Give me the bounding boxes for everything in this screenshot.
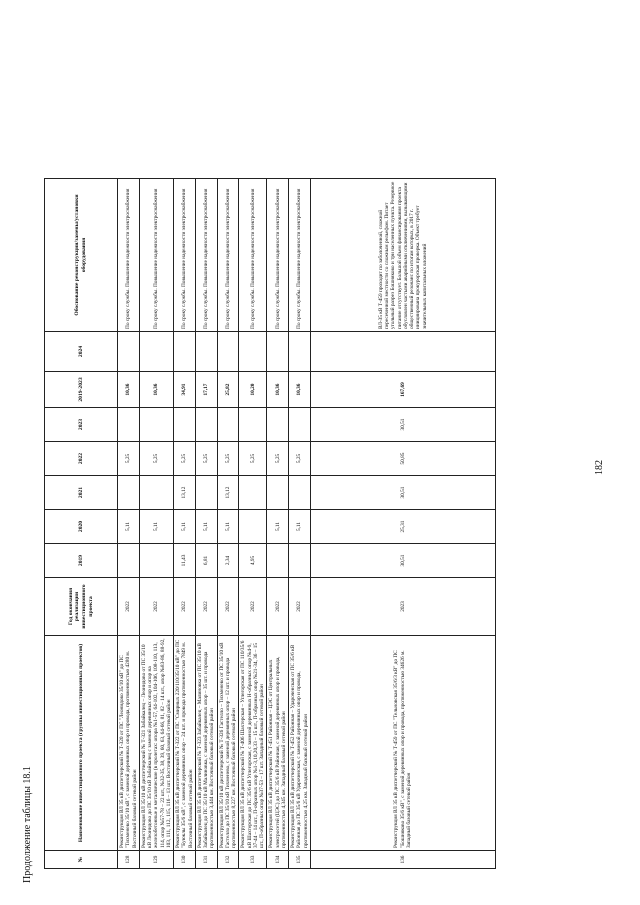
cell-2020 — [239, 510, 267, 544]
cell-2019 — [267, 544, 289, 578]
header-2024: 2024 — [45, 332, 118, 372]
cell-2021: 13,12 — [174, 476, 196, 510]
cell-2020: 5,11 — [174, 510, 196, 544]
cell-name: Реконструкция ВЛ 35/10 кВ диспетчерский № Т-321 Забайкалец – Леонидово от ПС 35/10 кВ Леонидово до ПС 35/10 кВ Забайкалец с заменой деревянных опор и опор на железобетонные и металлические (в пролетах: опора №1-57, 64-102, 104-106, 108-110, 113, 114, опор №57-78 – 22 шт., №32-35, 38, 39, 60, 63, 64-66, 81, 82 – 14 шт., опор №83-86, 88-92, 103, 111, 112, 115, 116 – 13 шт. Восточный базовый сетевой район — [139, 636, 173, 851]
table-caption: Продолжение таблицы 18.1 — [22, 766, 33, 883]
table-row — [118, 179, 140, 869]
header-year-impl: Год окончания реализации инвестиционного проекта — [45, 578, 118, 636]
cell-num: 135 — [289, 851, 311, 869]
cell-num: 128 — [118, 851, 140, 869]
cell-justification: По сроку службы. Повышение надежности электроснабжения — [267, 179, 289, 332]
cell-2021 — [239, 476, 267, 510]
cell-name: Реконструкция ВЛ 35 кВ диспетчерский № Т-459 от ПС "Тельновская 35/6/3 кВ" до ПС "Бошняково 35/6 кВ", с заменой деревянных опор и провода, протяженностью 34626 м. Западный базовый сетевой район — [310, 636, 495, 851]
cell-2023 — [139, 408, 173, 442]
cell-total: 17,17 — [195, 372, 217, 408]
cell-name: Реконструкция ВЛ 35 кВ диспетчерский № Т-323 Забайкалец – Малиновка от ПС 35/10 кВ Забайкалец до ПС 35/10 кВ Малиновка, с заменой деревянных опор – 35 шт. и провода протяженностью 3,444 км. Восточный базовый сетевой район — [195, 636, 217, 851]
cell-num: 136 — [310, 851, 495, 869]
cell-2019 — [289, 544, 311, 578]
cell-2024 — [217, 332, 239, 372]
cell-2024 — [139, 332, 173, 372]
cell-2023 — [239, 408, 267, 442]
cell-2023 — [174, 408, 196, 442]
cell-2022: 5,25 — [289, 442, 311, 476]
cell-2020: 5,11 — [289, 510, 311, 544]
cell-2024 — [310, 332, 495, 372]
cell-2019: 30,51 — [310, 544, 495, 578]
cell-2019: 11,43 — [174, 544, 196, 578]
cell-2023 — [267, 408, 289, 442]
table-row — [267, 179, 289, 869]
cell-2019: 6,81 — [195, 544, 217, 578]
table-row — [195, 179, 217, 869]
cell-2022: 5,25 — [118, 442, 140, 476]
cell-2024 — [239, 332, 267, 372]
cell-name: Реконструкция ВЛ 35 кВ диспетчерский № Т-406 Шахтерская – Углегорская от ПС 110/35/6 кВ Шахтерская до ПС 35/6 кВ Углегорская, с заменой деревянных Н-образных опор №4-9, 37-44 – 14 шт., П-образных опор №1-3,10,20,33 – 15 шт., П-образных опор №21-34, 36 – 15 шт., П-образных опор №37-53 – 17 шт. Западный базовый сетевой район — [239, 636, 267, 851]
cell-name: Реконструкция ВЛ 35/10 кВ диспетчерский № Т-326 Гастелло – Тихменево от ПС 35/10 кВ Гастелло до ПС 35/10 кВ Тихменево, с заменой деревянных опор – 12 шт. и провода протяженностью 8,227 км. Восточный базовый сетевой район — [217, 636, 239, 851]
cell-2023 — [118, 408, 140, 442]
cell-2020: 5,11 — [267, 510, 289, 544]
cell-year: 2023 — [310, 578, 495, 636]
cell-2024 — [118, 332, 140, 372]
page-number: 182 — [594, 460, 605, 475]
cell-2024 — [267, 332, 289, 372]
cell-2023 — [195, 408, 217, 442]
cell-2023 — [217, 408, 239, 442]
cell-total: 10,20 — [239, 372, 267, 408]
cell-num: 129 — [139, 851, 173, 869]
cell-2020: 5,11 — [139, 510, 173, 544]
cell-2019: 2,34 — [217, 544, 239, 578]
cell-2020: 5,11 — [118, 510, 140, 544]
cell-2024 — [289, 332, 311, 372]
cell-2022: 5,25 — [239, 442, 267, 476]
cell-justification: По сроку службы. Повышение надежности электроснабжения — [289, 179, 311, 332]
cell-total: 10,36 — [289, 372, 311, 408]
cell-2022: 5,25 — [267, 442, 289, 476]
cell-total: 167,69 — [310, 372, 495, 408]
table-row — [139, 179, 173, 869]
header-2022: 2022 — [45, 442, 118, 476]
cell-year: 2022 — [289, 578, 311, 636]
cell-total: 10,36 — [139, 372, 173, 408]
cell-num: 130 — [174, 851, 196, 869]
table-row — [289, 179, 311, 869]
cell-year: 2022 — [217, 578, 239, 636]
cell-2022: 5,25 — [139, 442, 173, 476]
cell-2022: 5,25 — [174, 442, 196, 476]
cell-justification: По сроку службы. Повышение надежности электроснабжения — [174, 179, 196, 332]
cell-total: 10,36 — [267, 372, 289, 408]
cell-name: Реконструкция ВЛ 35 кВ диспетчерский № Т-322 от ПС "Смирных 220/110/35/10 кВ" до ПС "Буюклы 35/6 кВ", с заменой деревянных опор – 24 шт. и провода протяженностью 7849 м. Восточный базовый сетевой район — [174, 636, 196, 851]
cell-num: 133 — [239, 851, 267, 869]
cell-num: 132 — [217, 851, 239, 869]
cell-2020: 25,31 — [310, 510, 495, 544]
cell-justification: По сроку службы. Повышение надежности электроснабжения — [139, 179, 173, 332]
header-justification: Обоснование реконструкции/замены/установки оборудования — [45, 179, 118, 332]
cell-2020: 5,11 — [217, 510, 239, 544]
cell-year: 2022 — [139, 578, 173, 636]
cell-2022: 5,25 — [217, 442, 239, 476]
cell-name: Реконструкция ВЛ 35 кВ диспетчерский № Т-452 Районная – Удароченская от ПС 35/6 кВ Районная до ПС 35/6 кВ Удароченская, с заменой деревянных опор и провода, протяженностью 4,25 км. Западный базовый сетевой район — [289, 636, 311, 851]
header-2020: 2020 — [45, 510, 118, 544]
header-total: 2019-2023 — [45, 372, 118, 408]
cell-year: 2022 — [267, 578, 289, 636]
cell-justification: По сроку службы. Повышение надежности электроснабжения — [195, 179, 217, 332]
cell-name: Реконструкция ВЛ 35 кВ диспетчерский № Т-451 Районная – ЦЭС от Центральных электросетей (ЦЭС) до ПС 35/6 кВ Районная, с заменой деревянных опор и провода, протяженностью 4,345 км. Западный базовый сетевой район — [267, 636, 289, 851]
header-name: Наименование инвестиционного проекта (группы инвестиционных проектов) — [45, 636, 118, 851]
header-2021: 2021 — [45, 476, 118, 510]
cell-total: 10,36 — [118, 372, 140, 408]
cell-2019 — [118, 544, 140, 578]
cell-2024 — [195, 332, 217, 372]
cell-year: 2022 — [118, 578, 140, 636]
cell-2021 — [195, 476, 217, 510]
table-row — [217, 179, 239, 869]
cell-2021 — [267, 476, 289, 510]
cell-2021 — [118, 476, 140, 510]
investment-table — [44, 178, 496, 869]
cell-justification: По сроку службы. Повышение надежности электроснабжения — [217, 179, 239, 332]
cell-year: 2022 — [195, 578, 217, 636]
cell-justification: По сроку службы. Повышение надежности электроснабжения — [118, 179, 140, 332]
cell-name: Реконструкция ВЛ 35 кВ диспетчерский № Т-320 от ПС "Леонидово 35/10 кВ" до ПС "Тихменево 35/10 кВ", с заменой деревянных опор и провода, протяженностью 4280 м. Восточный базовый сетевой район — [118, 636, 140, 851]
cell-2023: 30,51 — [310, 408, 495, 442]
cell-2020: 5,11 — [195, 510, 217, 544]
cell-num: 131 — [195, 851, 217, 869]
table-row — [239, 179, 267, 869]
cell-2019: 4,95 — [239, 544, 267, 578]
header-2019: 2019 — [45, 544, 118, 578]
cell-justification: По сроку службы. Повышение надежности электроснабжения — [239, 179, 267, 332]
cell-2021 — [139, 476, 173, 510]
cell-2022: 5,25 — [195, 442, 217, 476]
table-row — [310, 179, 495, 869]
cell-2022: 50,85 — [310, 442, 495, 476]
cell-2023 — [289, 408, 311, 442]
cell-year: 2022 — [239, 578, 267, 636]
cell-2019 — [139, 544, 173, 578]
table-header-row — [45, 179, 118, 869]
cell-year: 2022 — [174, 578, 196, 636]
cell-2024 — [174, 332, 196, 372]
cell-total: 34,91 — [174, 372, 196, 408]
cell-total: 25,82 — [217, 372, 239, 408]
cell-num: 134 — [267, 851, 289, 869]
cell-2021: 30,51 — [310, 476, 495, 510]
cell-2021 — [289, 476, 311, 510]
cell-justification: ВЛ-35 кВ Т-459 проходит по заболоченной, сложной пересеченной местности со сложным рельефом. Питает угольный разрез Бошняково и три населенных пункта. Резервное питание отсутствует. Большой объем финансирования проекта обусловлен частыми аварийными отключениями, вызывающими общественный резонанс по итогам которых, в 2017 г. инициирована прокурорская проверка. Объект требует значительных капитальных вложений — [310, 179, 495, 332]
header-2023: 2023 — [45, 408, 118, 442]
header-num: № — [45, 851, 118, 869]
table-row — [174, 179, 196, 869]
cell-2021: 13,12 — [217, 476, 239, 510]
